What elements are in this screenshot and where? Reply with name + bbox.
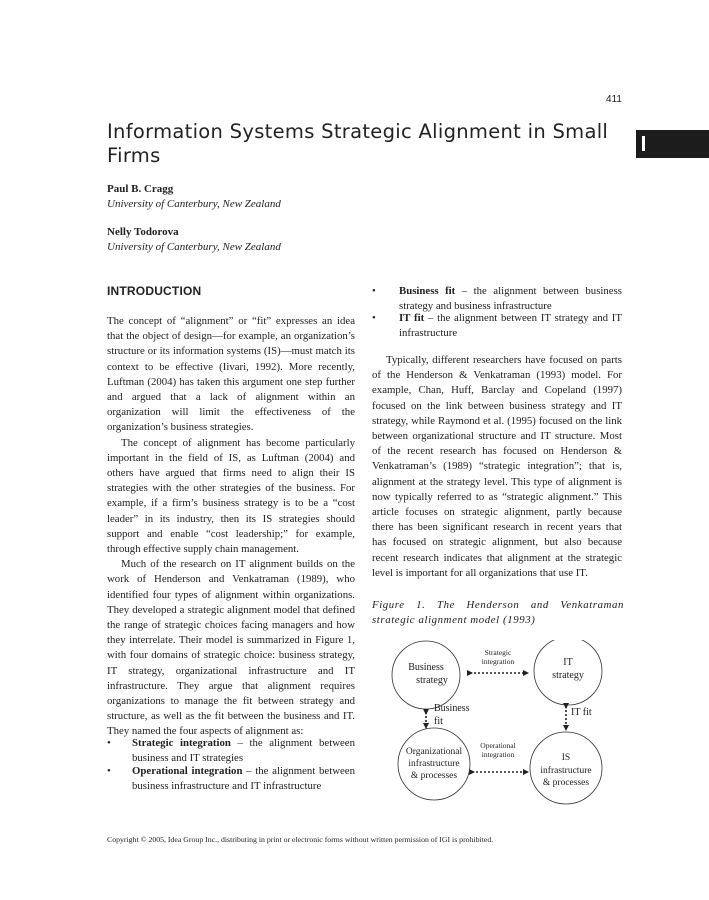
tab-bar bbox=[642, 136, 645, 151]
org-infra-label-1: Organizational bbox=[405, 747, 463, 757]
article-title: Information Systems Strategic Alignment in Small Firms bbox=[107, 120, 609, 167]
strategic-integration-label-1: Strategic bbox=[484, 648, 512, 657]
bullet-desc: – the alignment between business and IT strategies bbox=[132, 737, 355, 765]
right-column bbox=[372, 353, 622, 581]
author-affiliation: University of Canterbury, New Zealand bbox=[107, 241, 281, 253]
left-column bbox=[107, 314, 355, 740]
business-strategy-label-2: strategy bbox=[416, 675, 448, 686]
it-strategy-label-1: IT bbox=[563, 657, 573, 668]
author-affiliation: University of Canterbury, New Zealand bbox=[107, 198, 281, 210]
business-strategy-label-1: Business bbox=[408, 662, 444, 673]
org-infra-label-3: & processes bbox=[410, 771, 458, 781]
bullet-term: Business fit bbox=[399, 285, 456, 297]
bullet-text bbox=[132, 764, 355, 794]
bullet-text bbox=[399, 284, 622, 314]
is-infra-label-3: & processes bbox=[542, 778, 590, 788]
bullet-text bbox=[132, 736, 355, 766]
author-name: Paul B. Cragg bbox=[107, 183, 174, 195]
section-heading: INTRODUCTION bbox=[107, 284, 202, 298]
author-block-1 bbox=[107, 182, 281, 212]
operational-integration-label-2: integration bbox=[481, 750, 515, 759]
bullet-term: Operational integration bbox=[132, 765, 243, 777]
bullet-desc: – the alignment between business strategy and business infrastructure bbox=[399, 285, 622, 313]
page-number: 411 bbox=[606, 94, 622, 105]
bullet-symbol: • bbox=[372, 285, 376, 297]
copyright-footer: Copyright © 2005, Idea Group Inc., distributing in print or electronic forms without written permission of IGI is prohibited. bbox=[107, 835, 494, 844]
author-name: Nelly Todorova bbox=[107, 226, 179, 238]
bullet-desc: – the alignment between IT strategy and IT infrastructure bbox=[399, 312, 622, 340]
bullet-symbol: • bbox=[107, 737, 111, 749]
operational-integration-label-1: Operational bbox=[480, 741, 516, 750]
section-tab-marker bbox=[636, 130, 709, 158]
it-fit-label: IT fit bbox=[571, 707, 592, 718]
business-fit-label-1: Business bbox=[434, 703, 470, 714]
paragraph: Much of the research on IT alignment builds on the work of Henderson and Venkatraman (1989), who identified four types of alignment within organizations. They developed a strategic alignment model that defined the range of strategic choices facing managers and how they interrelate. Their model is summarized in Figure 1, with four domains of strategic choice: business strategy, IT strategy, organizational infrastructure and IT infrastructure. They argue that alignment requires organizations to manage the fit between strategy and structure, as well as the fit between the business and IT. They named the four aspects of alignment as: bbox=[107, 558, 355, 738]
bullet-term: Strategic integration bbox=[132, 737, 231, 749]
is-infra-label-1: IS bbox=[561, 753, 571, 763]
paragraph: Typically, different researchers have focused on parts of the Henderson & Venkatraman (1993) model. For example, Chan, Huff, Barclay and Copeland (1997) focused on the link between business strategy and IT strategy, while Raymond et al. (1995) focused on the link between organizational structure and IT structure. Most of the recent research has focused on Henderson & Venkatraman’s (1989) “strategic integration”; that is, alignment at the strategy level. This type of alignment is now typically referred to as “strategic alignment.” This article focuses on strategic alignment, partly because there has been significant research in recent years that has focused on strategic alignment, but also because recent research indicates that alignment at the strategic level is important for all organizations that use IT. bbox=[372, 354, 622, 579]
is-infra-label-2: infrastructure bbox=[540, 766, 592, 776]
strategic-alignment-diagram bbox=[380, 640, 630, 810]
business-fit-label-2: fit bbox=[434, 716, 443, 727]
author-block-2 bbox=[107, 225, 281, 255]
figure-caption: Figure 1. The Henderson and Venkatraman strategic alignment model (1993) bbox=[372, 599, 624, 626]
it-strategy-label-2: strategy bbox=[552, 670, 584, 681]
org-infra-label-2: infrastructure bbox=[408, 759, 460, 769]
strategic-integration-label-2: integration bbox=[481, 657, 515, 666]
bullet-desc: – the alignment between business infrastructure and IT infrastructure bbox=[132, 765, 355, 793]
bullet-symbol: • bbox=[107, 765, 111, 777]
bullet-term: IT fit bbox=[399, 312, 425, 324]
paragraph: The concept of “alignment” or “fit” expresses an idea that the object of design—for example, an organization’s structure or its information systems (IS)—must match its context to be effective (Iivari, 1992). More recently, Luftman (2004) has taken this argument one step further and argued that a lack of alignment within an organization will limit the effectiveness of the organization’s business strategies. bbox=[107, 315, 355, 434]
paragraph: The concept of alignment has become particularly important in the field of IS, as Luftman (2004) and others have argued that firms need to align their IS strategies with the other strategies of the business. For example, if a firm’s business strategy is to be a “cost leader” in its industry, then its IS strategies should support and enable “cost leadership;” for example, through effective supply chain management. bbox=[107, 436, 355, 556]
bullet-text bbox=[399, 311, 622, 341]
bullet-symbol: • bbox=[372, 312, 376, 324]
